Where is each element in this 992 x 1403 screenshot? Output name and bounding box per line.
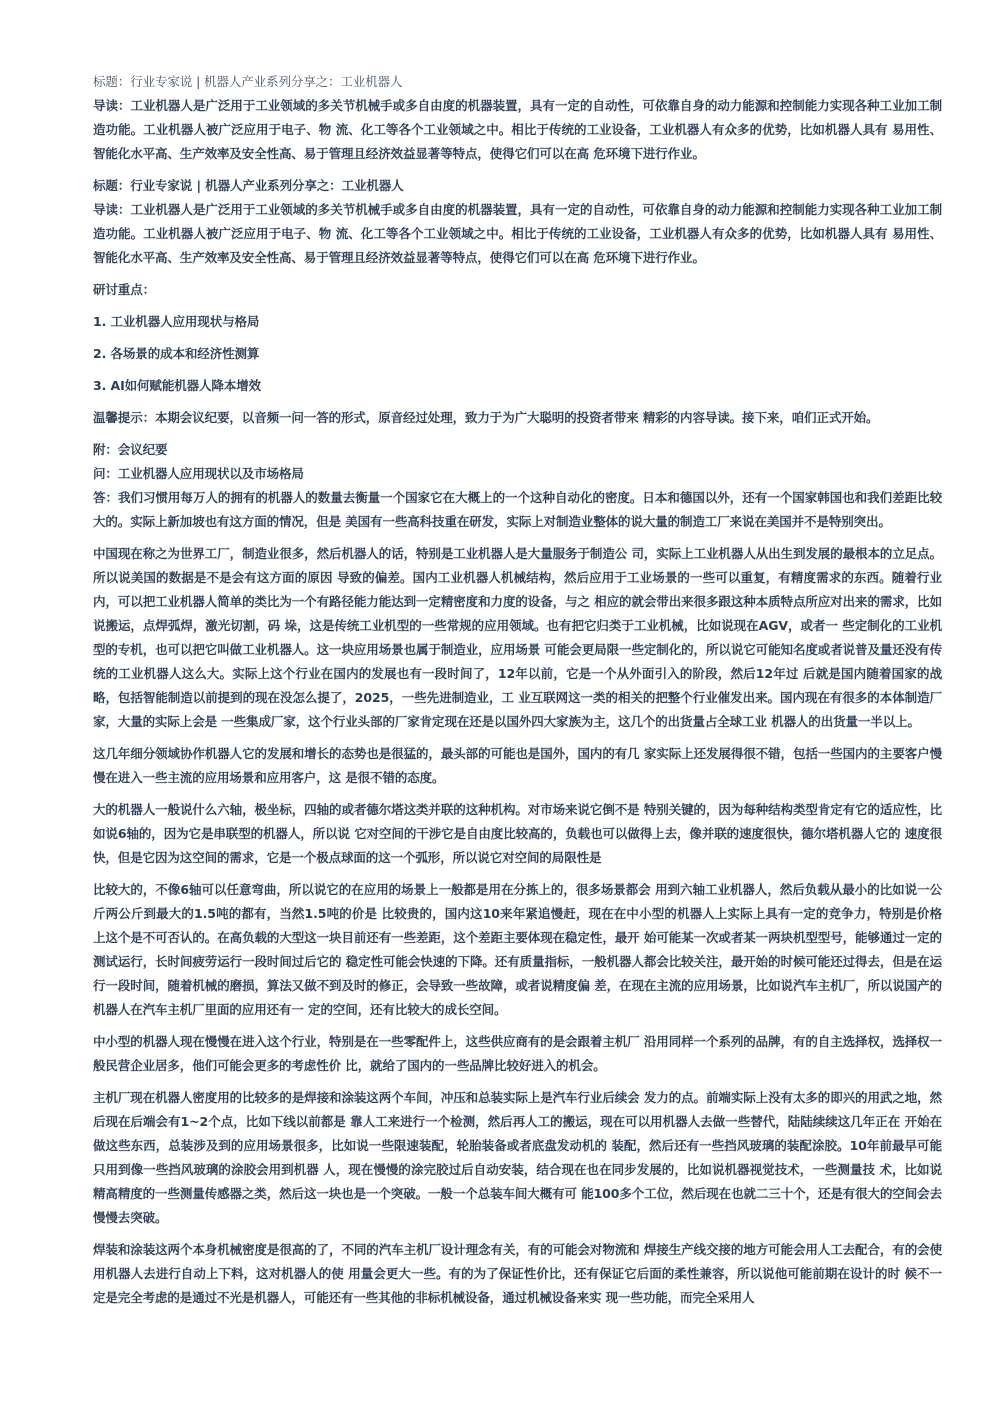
appendix-heading: 附：会议纪要 bbox=[93, 442, 168, 457]
body-paragraph-5: 中小型的机器人现在慢慢在进入这个行业，特别是在一些零配件上，这些供应商有的是会跟着主机厂 沿用同样一个系列的品牌，有的自主选择权，选择权一般民营企业居多，他们可能会更多的考虑性价 比，就给了国内的一些品牌比较好进入的机会。 bbox=[93, 1034, 942, 1073]
tip-paragraph: 温馨提示：本期会议纪要，以音频一问一答的形式，原音经过处理，致力于为广大聪明的投资者带来 精彩的内容导读。接下来，咱们正式开始。 bbox=[93, 410, 879, 425]
focus-item-1: 1. 工业机器人应用现状与格局 bbox=[93, 314, 260, 329]
focus-item-2: 2. 各场景的成本和经济性测算 bbox=[93, 346, 260, 361]
header-title-line: 标题：行业专家说 | 机器人产业系列分享之：工业机器人 bbox=[93, 74, 403, 89]
focus-item-3: 3. AI如何赋能机器人降本增效 bbox=[93, 378, 262, 393]
body-paragraph-3: 大的机器人一般说什么六轴，极坐标，四轴的或者德尔塔这类并联的这种机构。对市场来说它倒不是 特别关键的，因为每种结构类型肯定有它的适应性，比如说6轴的，因为它是串联型的机器人，所以说 它对空间的干涉它是自由度比较高的，负载也可以做得上去，像并联的速度很快，德尔塔机器人它的 速度很快，但是它因为这空间的需求，它是一个极点球面的这一个弧形，所以说它对空间的局限性是 bbox=[93, 802, 942, 865]
body-paragraph-4: 比较大的，不像6轴可以任意弯曲，所以说它的在应用的场景上一般都是用在分拣上的，很多场景都会 用到六轴工业机器人，然后负载从最小的比如说一公斤两公斤到最大的1.5吨的都有，当然1.5吨的价是 比较贵的，国内这10来年紧追慢赶，现在在中小型的机器人上实际上具有一定的竞争力，特别是价格 上这个是不可否认的。在高负载的大型这一块目前还有一些差距，这个差距主要体现在稳定性，最开 始可能某一次或者某一两块机型型号，能够通过一定的测试运行，长时间疲劳运行一段时间过后它的 稳定性可能会快速的下降。还有质量指标，一般机器人都会比较关注，最开始的时候可能还过得去，但是在运行一段时间，随着机械的磨损，算法又做不到及时的修正，会导致一些故障，或者说精度偏 差，在现在主流的应用场景，比如说汽车主机厂，所以说国产的机器人在汽车主机厂里面的应用还有一 定的空间，还有比较大的成长空间。 bbox=[93, 882, 942, 1017]
focus-heading: 研讨重点： bbox=[93, 282, 156, 297]
body-paragraph-1: 中国现在称之为世界工厂，制造业很多，然后机器人的话，特别是工业机器人是大量服务于制造公 司，实际上工业机器人从出生到发展的最根本的立足点。所以说美国的数据是不是会有这方面的原因 导致的偏差。国内工业机器人机械结构，然后应用于工业场景的一些可以重复，有精度需求的东西。随着行业内，可以把工业机器人简单的类比为一个有路径能力能达到一定精密度和力度的设备，与之 相应的就会带出来很多跟这种本质特点所应对出来的需求，比如说搬运，点焊弧焊，激光切割，码 垛，这是传统工业机型的一些常规的应用领域。也有把它归类于工业机械，比如说现在AGV，或者一 些定制化的工业机型的专机，也可以把它叫做工业机器人。这一块应用场景也属于制造业，应用场景 可能会更局限一些定制化的，所以说它可能知名度或者说普及量还没有传统的工业机器人这么大。实际上这个行业在国内的发展也有一段时间了，12年以前，它是一个从外面引入的阶段，然后12年过 后就是国内随着国家的战略，包括智能制造以前提到的现在没怎么提了，2025，一些先进制造业，工 业互联网这一类的相关的把整个行业催发出来。国内现在有很多的本体制造厂家，大量的实际上会是 一些集成厂家，这个行业头部的厂家肯定现在还是以国外四大家族为主，这几个的出货量占全球工业 机器人的出货量一半以上。 bbox=[93, 546, 942, 729]
header-intro: 导读：工业机器人是广泛用于工业领域的多关节机械手或多自由度的机器装置，具有一定的自动性，可依靠自身的动力能源和控制能力实现各种工业加工制造功能。工业机器人被广泛应用于电子、物 流、化工等各个工业领域之中。相比于传统的工业设备，工业机器人有众多的优势，比如机器人具有 易用性、智能化水平高、生产效率及安全性高、易于管理且经济效益显著等特点，使得它们可以在高 危环境下进行作业。 bbox=[93, 98, 942, 161]
body-paragraph-6: 主机厂现在机器人密度用的比较多的是焊接和涂装这两个车间，冲压和总装实际上是汽车行业后续会 发力的点。前端实际上没有太多的即兴的用武之地，然后现在后端会有1~2个点，比如下线以前都是 靠人工来进行一个检测，然后再人工的搬运，现在可以用机器人去做一些替代，陆陆续续这几年正在 开始在做这些东西，总装涉及到的应用场景很多，比如说一些限速装配，轮胎装备或者底盘发动机的 装配，然后还有一些挡风玻璃的装配涂胶。10年前最早可能只用到像一些挡风玻璃的涂胶会用到机器 人，现在慢慢的涂完胶过后自动安装，结合现在也在同步发展的，比如说机器视觉技术，一些测量技 术，比如说精高精度的一些测量传感器之类，然后这一块也是一个突破。一般一个总装车间大概有可 能100多个工位，然后现在也就二三十个，还是有很大的空间会去慢慢去突破。 bbox=[93, 1090, 942, 1225]
title-line: 标题：行业专家说 | 机器人产业系列分享之：工业机器人 bbox=[93, 178, 404, 193]
question-line: 问：工业机器人应用现状以及市场格局 bbox=[93, 466, 304, 481]
body-paragraph-2: 这几年细分领域协作机器人它的发展和增长的态势也是很猛的，最头部的可能也是国外，国内的有几 家实际上还发展得很不错，包括一些国内的主要客户慢慢在进入一些主流的应用场景和应用客户，这 是很不错的态度。 bbox=[93, 746, 942, 785]
answer-paragraph: 答：我们习惯用每万人的拥有的机器人的数量去衡量一个国家它在大概上的一个这种自动化的密度。日本和德国以外，还有一个国家韩国也和我们差距比较大的。实际上新加坡也有这方面的情况，但是 美国有一些高科技重在研发，实际上对制造业整体的说大量的制造工厂来说在美国并不是特别突出。 bbox=[93, 490, 942, 529]
intro-paragraph: 导读：工业机器人是广泛用于工业领域的多关节机械手或多自由度的机器装置，具有一定的自动性，可依靠自身的动力能源和控制能力实现各种工业加工制造功能。工业机器人被广泛应用于电子、物 流、化工等各个工业领域之中。相比于传统的工业设备，工业机器人有众多的优势，比如机器人具有 易用性、智能化水平高、生产效率及安全性高、易于管理且经济效益显著等特点，使得它们可以在高 危环境下进行作业。 bbox=[93, 202, 942, 265]
body-paragraph-7: 焊装和涂装这两个本身机械密度是很高的了，不同的汽车主机厂设计理念有关，有的可能会对物流和 焊接生产线交接的地方可能会用人工去配合，有的会使用机器人去进行自动上下料，这对机器人的使 用量会更大一些。有的为了保证性价比，还有保证它后面的柔性兼容，所以说他可能前期在设计的时 候不一定是完全考虑的是通过不光是机器人，可能还有一些其他的非标机械设备，通过机械设备来实 现一些功能，而完全采用人 bbox=[93, 1242, 942, 1305]
